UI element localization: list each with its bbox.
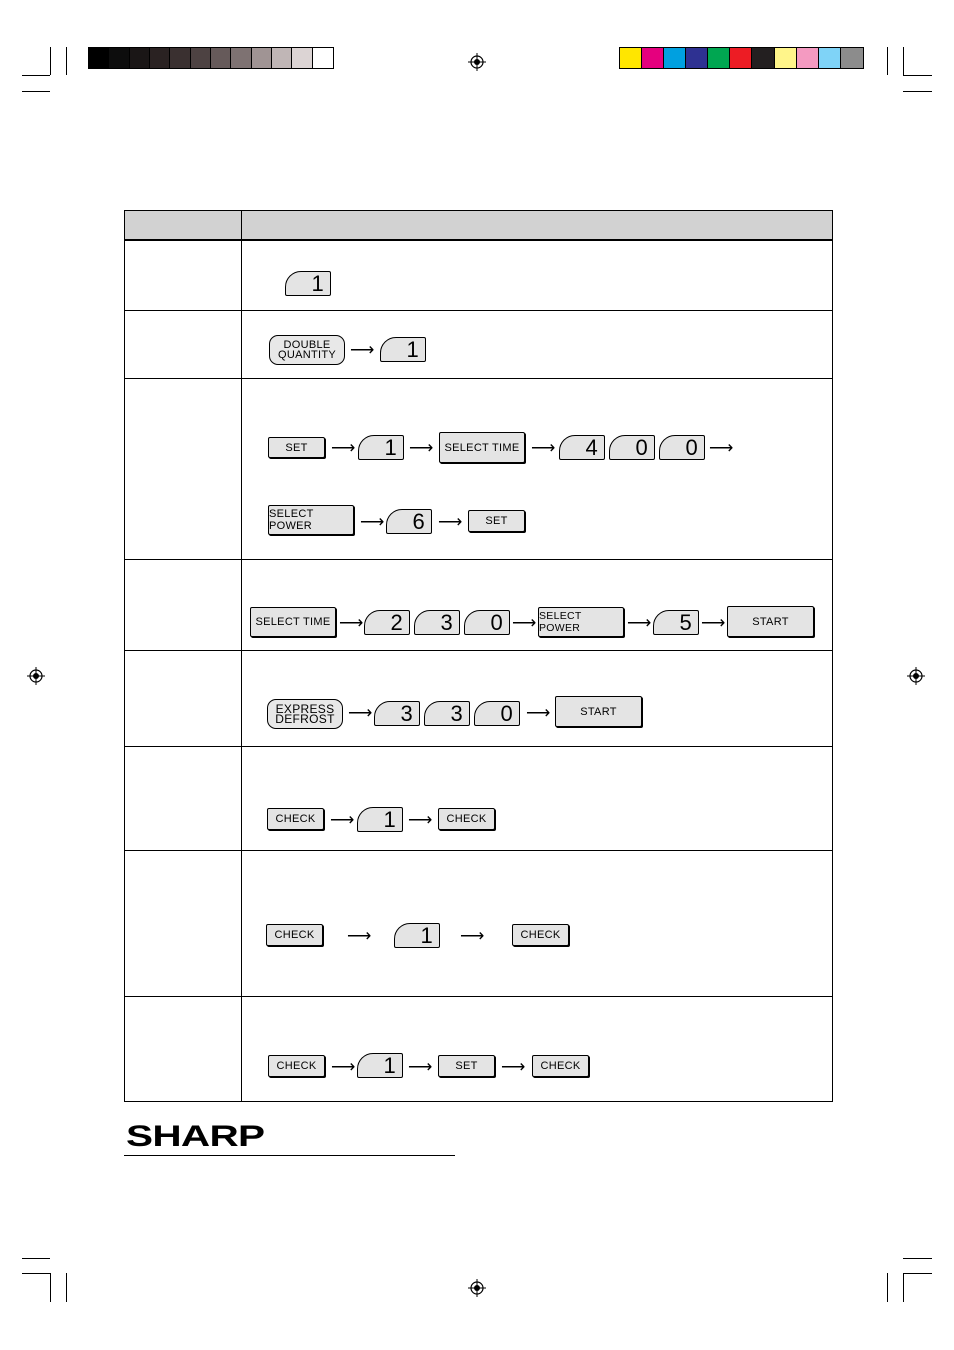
- color-swatch: [730, 48, 752, 68]
- gray-swatch: [231, 48, 251, 68]
- number-key-2[interactable]: 2: [364, 610, 410, 635]
- arrow-icon: ⟶: [501, 1057, 526, 1076]
- sharp-logo: SHARP: [126, 1120, 265, 1153]
- express-defrost-label-line2: DEFROST: [275, 712, 335, 726]
- arrow-icon: ⟶: [360, 512, 385, 531]
- select-power-button[interactable]: SELECT POWER: [538, 607, 624, 637]
- number-key-0[interactable]: 0: [474, 701, 520, 726]
- set-button[interactable]: SET: [438, 1055, 495, 1077]
- check-button[interactable]: CHECK: [512, 924, 569, 946]
- arrow-icon: ⟶: [348, 703, 373, 722]
- color-swatch: [642, 48, 664, 68]
- arrow-icon: ⟶: [627, 613, 652, 632]
- select-power-button[interactable]: SELECT POWER: [268, 505, 354, 535]
- color-swatch: [686, 48, 708, 68]
- gray-swatch: [292, 48, 312, 68]
- gray-swatch: [211, 48, 231, 68]
- color-swatch: [841, 48, 863, 68]
- arrow-icon: ⟶: [701, 613, 726, 632]
- row-divider: [125, 746, 832, 747]
- select-time-button[interactable]: SELECT TIME: [250, 607, 336, 637]
- select-time-button[interactable]: SELECT TIME: [439, 432, 525, 463]
- arrow-icon: ⟶: [408, 1057, 433, 1076]
- number-key-1[interactable]: 1: [358, 435, 404, 460]
- number-key-6[interactable]: 6: [386, 509, 432, 534]
- arrow-icon: ⟶: [331, 438, 356, 457]
- row-divider: [125, 310, 832, 311]
- set-button[interactable]: SET: [468, 510, 525, 532]
- number-key-0[interactable]: 0: [464, 610, 510, 635]
- color-swatch: [620, 48, 642, 68]
- double-quantity-label-line2: QUANTITY: [277, 349, 336, 361]
- gray-swatch: [252, 48, 272, 68]
- arrow-icon: ⟶: [531, 438, 556, 457]
- gray-swatch: [130, 48, 150, 68]
- check-button[interactable]: CHECK: [268, 1055, 325, 1077]
- set-button[interactable]: SET: [268, 437, 325, 458]
- table-header-row: [125, 211, 832, 240]
- arrow-icon: ⟶: [709, 438, 734, 457]
- check-button[interactable]: CHECK: [267, 808, 324, 830]
- number-key-0[interactable]: 0: [609, 435, 655, 460]
- registration-mark-right: [907, 667, 925, 685]
- check-button[interactable]: CHECK: [266, 924, 323, 946]
- color-swatch: [752, 48, 774, 68]
- start-button[interactable]: START: [555, 696, 642, 727]
- number-key-1[interactable]: 1: [394, 923, 440, 948]
- row-divider: [125, 378, 832, 379]
- gray-swatch: [313, 48, 333, 68]
- number-key-1[interactable]: 1: [357, 1053, 403, 1078]
- arrow-icon: ⟶: [347, 926, 372, 945]
- arrow-icon: ⟶: [330, 810, 355, 829]
- check-button[interactable]: CHECK: [532, 1055, 589, 1077]
- check-button[interactable]: CHECK: [438, 808, 495, 830]
- footer-rule: [124, 1155, 455, 1156]
- number-key-0[interactable]: 0: [659, 435, 705, 460]
- arrow-icon: ⟶: [350, 340, 375, 359]
- grayscale-color-bar: [88, 47, 334, 69]
- express-defrost-label-line1: EXPRESS: [275, 702, 335, 716]
- color-swatch: [664, 48, 686, 68]
- arrow-icon: ⟶: [460, 926, 485, 945]
- number-key-1[interactable]: 1: [380, 337, 426, 362]
- arrow-icon: ⟶: [331, 1057, 356, 1076]
- arrow-icon: ⟶: [438, 512, 463, 531]
- number-key-1[interactable]: 1: [357, 807, 403, 832]
- arrow-icon: ⟶: [409, 438, 434, 457]
- row-divider: [125, 850, 832, 851]
- number-key-3[interactable]: 3: [424, 701, 470, 726]
- double-quantity-button[interactable]: [269, 335, 345, 365]
- gray-swatch: [191, 48, 211, 68]
- gray-swatch: [109, 48, 129, 68]
- number-key-3[interactable]: 3: [414, 610, 460, 635]
- row-divider: [125, 650, 832, 651]
- gray-swatch: [272, 48, 292, 68]
- double-quantity-label-line1: DOUBLE: [283, 339, 331, 351]
- arrow-icon: ⟶: [339, 613, 364, 632]
- arrow-icon: ⟶: [408, 810, 433, 829]
- registration-mark-bottom: [468, 1279, 486, 1297]
- gray-swatch: [150, 48, 170, 68]
- instruction-table: [124, 210, 833, 1102]
- number-key-4[interactable]: 4: [559, 435, 605, 460]
- process-color-bar: [619, 47, 864, 69]
- number-key-1[interactable]: 1: [285, 271, 331, 296]
- column-divider: [241, 211, 242, 1101]
- arrow-icon: ⟶: [512, 613, 537, 632]
- row-divider: [125, 240, 832, 241]
- gray-swatch: [170, 48, 190, 68]
- start-button[interactable]: START: [727, 606, 814, 637]
- color-swatch: [775, 48, 797, 68]
- express-defrost-button[interactable]: [267, 699, 343, 729]
- arrow-icon: ⟶: [526, 703, 551, 722]
- gray-swatch: [89, 48, 109, 68]
- row-divider: [125, 559, 832, 560]
- color-swatch: [819, 48, 841, 68]
- row-divider: [125, 996, 832, 997]
- registration-mark-left: [27, 667, 45, 685]
- color-swatch: [797, 48, 819, 68]
- number-key-5[interactable]: 5: [653, 610, 699, 635]
- color-swatch: [708, 48, 730, 68]
- registration-mark-top: [468, 53, 486, 71]
- number-key-3[interactable]: 3: [374, 701, 420, 726]
